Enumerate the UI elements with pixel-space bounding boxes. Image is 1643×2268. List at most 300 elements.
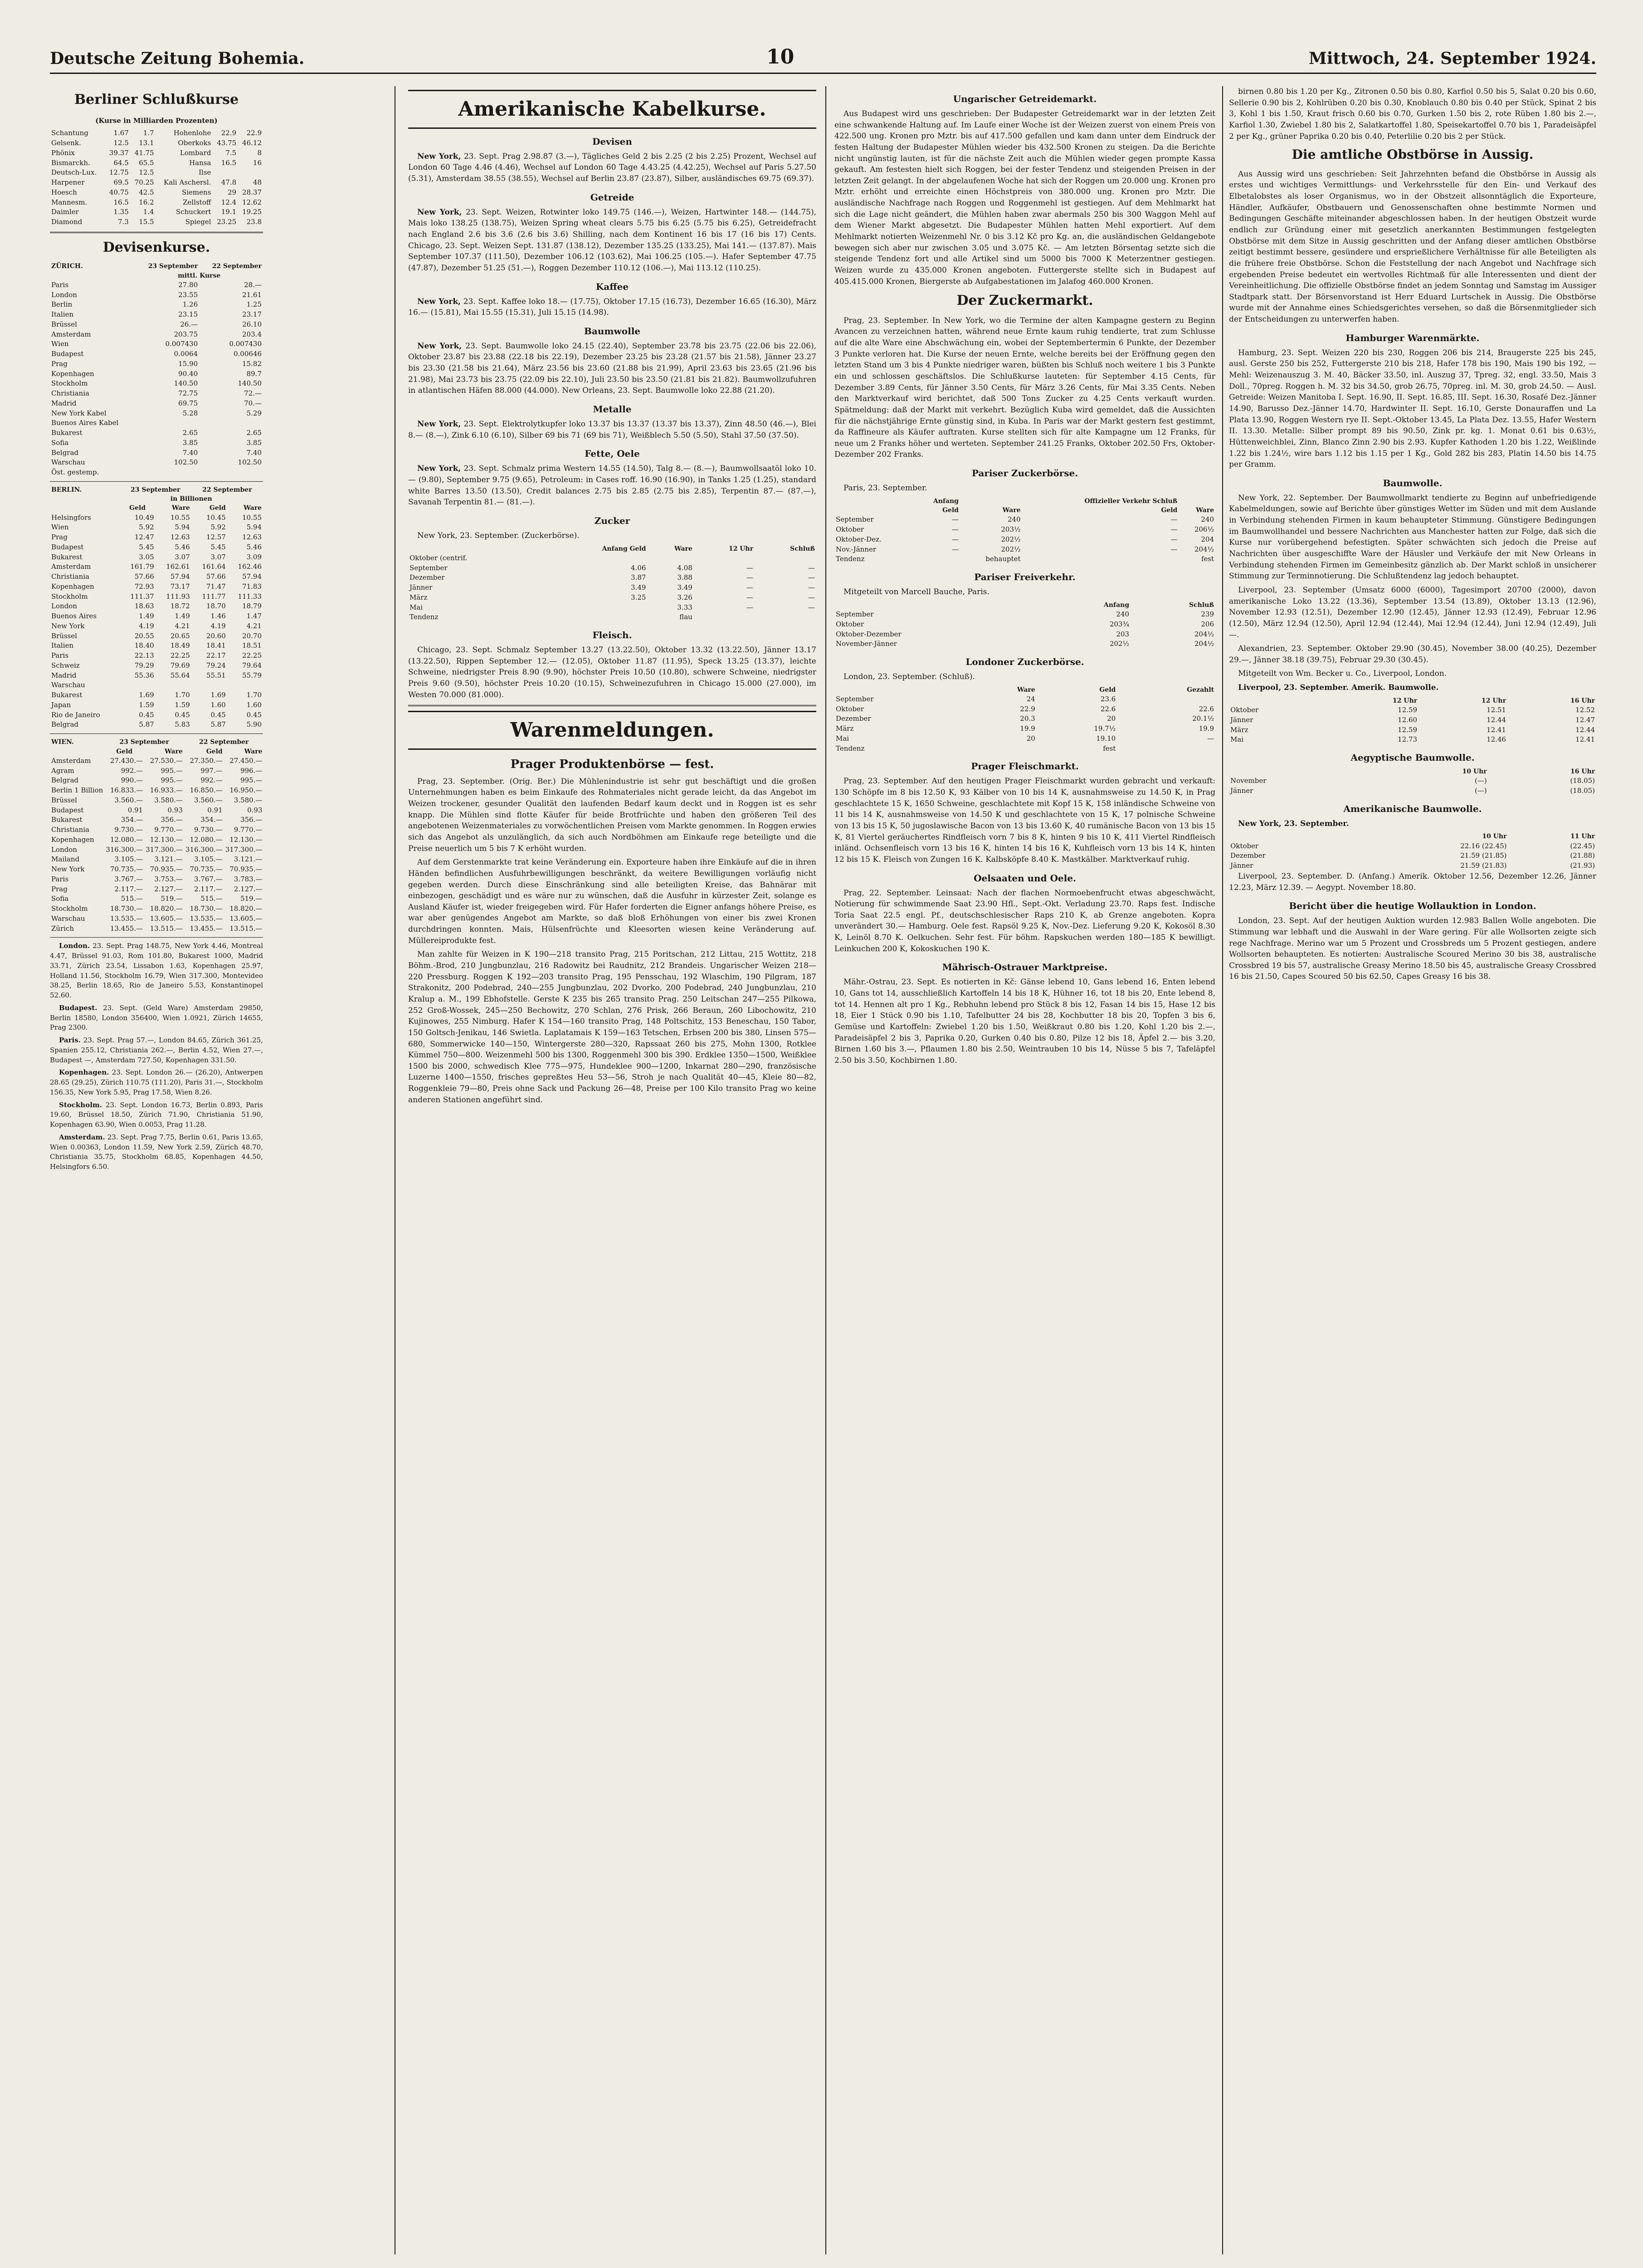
column-header [834, 506, 914, 515]
cell-value: 18.63 [134, 602, 154, 611]
cell-value: 26.— [180, 320, 198, 328]
column-header: Anfang [933, 497, 959, 505]
table-row [50, 631, 263, 641]
table-row [50, 756, 263, 766]
cell-value: 356.— [240, 816, 263, 824]
cell-value: 28.— [244, 280, 262, 289]
cell-value: 13.515.— [150, 924, 183, 933]
cell-value: 5.29 [246, 409, 262, 417]
cell-value: 24 [1026, 694, 1035, 703]
table-row [1229, 725, 1596, 735]
market-text: 23. Sept. Prag 57.—, London 84.65, Zürich 361.25, Spanien 255.12, Christiania 262.—, Berlin 4.52, Wien 27.—, Budapest —, Amsterdam 727.50, Kopenhagen 331.50. [50, 1036, 263, 1064]
cell-value: 102.50 [238, 458, 262, 467]
londoner-zucker-line: London, 23. September. (Schluß). [843, 672, 975, 681]
column-header: Gezahlt [1187, 686, 1214, 694]
cell-value: 12.080.— [190, 835, 223, 844]
berlin-table [50, 128, 263, 227]
row-label: Mai [410, 603, 423, 611]
table-row [50, 582, 263, 592]
aegypt-table [1229, 767, 1596, 796]
cell-value: 12.5 [113, 139, 129, 147]
cell-value: 0.45 [246, 710, 262, 719]
cell-value: 204½ [1194, 640, 1214, 648]
cell-value: 69.75 [178, 399, 198, 407]
cell-value: 70.935.— [229, 865, 263, 874]
table-row [50, 359, 263, 369]
cell-value: 204½ [1194, 630, 1214, 638]
divider [50, 937, 263, 938]
liverpool-head: Mitgeteilt von Wm. Becker u. Co., Liverpool, London. [1238, 669, 1447, 679]
wien-date-1: 23 September [119, 738, 169, 746]
wolle-title: Bericht über die heutige Wollauktion in London. [1289, 900, 1536, 912]
cell-value: 204 [1201, 535, 1214, 543]
table-row [50, 671, 263, 681]
cell-value [191, 680, 227, 690]
cell-value: 5.94 [175, 523, 190, 532]
cell-value: 18.41 [206, 641, 226, 650]
cell-value: Spiegel [185, 218, 211, 226]
cell-value: 18.79 [242, 602, 262, 611]
table-row [50, 904, 263, 914]
table-row [408, 612, 816, 622]
cell-value: 18.72 [170, 602, 190, 611]
cell-value: 22.6 [1100, 704, 1116, 713]
cell-value: 9.730.— [194, 826, 223, 834]
row-label: Oktober-Dez. [836, 535, 882, 543]
cell-value [543, 603, 648, 613]
row-label: März [1230, 725, 1248, 734]
cell-value: 16.5 [221, 158, 237, 167]
row-label: Brüssel [51, 631, 77, 640]
cell-value: 206 [1201, 620, 1214, 628]
cell-value: 5.45 [210, 543, 226, 551]
cell-value: Siemens [181, 188, 211, 196]
table-row [50, 641, 263, 651]
cell-value: 2.117.— [114, 885, 143, 893]
table-row [50, 418, 263, 428]
cell-value: 3.753.— [154, 875, 183, 883]
cell-value: 2.65 [246, 429, 262, 437]
table-row [50, 806, 263, 816]
liverpool-line: Liverpool, 23. September. Amerik. Baumwolle. [1238, 683, 1439, 693]
cell-value: 5.87 [139, 720, 154, 729]
cell-value: 1.4 [143, 208, 154, 216]
row-label: Stockholm [51, 904, 88, 913]
cell-value [1022, 554, 1179, 564]
cell-value: 69.5 [113, 178, 129, 186]
cell-value: 161.64 [202, 562, 226, 571]
table-row [50, 290, 263, 300]
market-report [50, 1133, 263, 1172]
amerik-bw-line: New York, 23. September. [1238, 819, 1349, 828]
cell-value: 1.25 [246, 300, 262, 309]
cell-value: 55.79 [242, 671, 262, 679]
cell-value: (18.05) [1570, 777, 1595, 785]
cell-value: 22.13 [134, 651, 154, 660]
cell-value: 5.46 [246, 543, 262, 551]
table-row [50, 349, 263, 359]
row-label: Tendenz [410, 613, 439, 621]
table-row [50, 207, 263, 217]
market-report [50, 1100, 263, 1130]
cell-value: 72.93 [134, 582, 154, 591]
baumwolle-title: Baumwolle. [1383, 477, 1443, 489]
cell-value: 48 [253, 178, 262, 186]
table-row [834, 535, 1215, 545]
cell-value: — [808, 563, 815, 572]
column-1 [50, 86, 263, 2254]
cell-value: 22.9 [221, 129, 237, 137]
obstboerse-text: Aus Aussig wird uns geschrieben: Seit Jahrzehnten befand die Obstbörse in Aussig als erstes und wichtiges Vermittlungs- und Verkehrsstelle für den Ein- und Verkauf des Elbetalobstes als loser Organismus, wo in der Obstzeit allsonntäglich die Exporteure, Händler, Aufkäufer, Obstbauern und Genossenschaften ohne bestimmte Normen und Bedingungen Geschäfte miteinander abgeschlossen haben. In der heutigen Obstzeit wurde endlich zur Gründung einer mit gesetzlich anerkannten Bestimmungen festgelegten Obstbörse mit dem Sitze in Aussig geschritten und der Anfang dieser amtlichen Obstbörse zeitigt bestimmt bessere, gesündere und ersprießlichere Verhältnisse für alle Beteiligten als die frühere freie Obstbörse. Schon die Feststellung der nach Angebot und Nachfrage sich ergebenden Preise bedeutet ein wertvolles Richtmaß für alle Interessenten und dient der Vereinheitlichung. Die offizielle Obstbörse findet an jedem Sonntag und Samstag im Aussiger Stadtpark statt. Der Börsenvorstand ist Herr Eduard Lurtschek in Aussig. Die Obstbörse wurde mit der Annahme eines Schiedsgerichtes versehen, so daß die Börsenmitglieder sich der Entscheidungen zu unterwerfen haben. [1229, 169, 1596, 324]
cell-value: 995.— [240, 776, 263, 785]
cell-value: 13.605.— [229, 914, 263, 923]
section-head: Metalle [593, 404, 632, 415]
column-header: Geld [1161, 507, 1178, 514]
row-label: Berlin [51, 300, 73, 309]
table-row [834, 610, 1215, 620]
cell-value: — [746, 593, 753, 601]
cell-value: 3.105.— [194, 855, 223, 864]
section-text: 23. Sept. Kaffee loko 18.— (17.75), Oktober 17.15 (16.73), Dezember 16.65 (16.30), März 16.— (15.81), Mai 15.55 (15.31), Juli 15.15 (14.98). [408, 297, 816, 318]
pariser-frei-table [834, 601, 1215, 649]
zurich-date-2: 22 September [212, 263, 262, 270]
cell-value: 18.51 [242, 641, 262, 650]
cell-value: 519.— [161, 894, 183, 903]
cell-value: 3.580.— [154, 796, 183, 804]
row-label: Hoesch [51, 188, 77, 196]
table-row [50, 776, 263, 786]
cell-value: 10.55 [170, 513, 190, 522]
amerik-bw-table [1229, 832, 1596, 871]
cell-value: 3.560.— [194, 796, 223, 804]
cell-value: 996.— [240, 766, 263, 775]
zurich-table [50, 262, 263, 478]
wien-place: WIEN. [51, 738, 74, 746]
cell-value: — [808, 573, 815, 582]
cell-value: 1.46 [210, 612, 226, 621]
cell-value: Ilse [199, 168, 211, 177]
market-report [50, 1068, 263, 1097]
cell-value: 5.87 [210, 720, 226, 729]
row-label: Wien [51, 523, 69, 532]
cell-value: 20.70 [242, 631, 262, 640]
row-label: Paris [51, 875, 69, 883]
cell-value: 111.93 [166, 592, 190, 601]
cell-value: 16.933.— [150, 786, 183, 795]
cell-value: 27.350.— [190, 756, 223, 765]
cell-value: 515.— [121, 894, 143, 903]
cell-value: — [1170, 525, 1178, 534]
cell-value: 13.455.— [110, 924, 143, 933]
cell-value: (—) [1474, 777, 1487, 785]
row-label: Mannesm. [51, 198, 88, 206]
masthead [50, 45, 1596, 74]
column-header: Ware [1196, 507, 1214, 514]
pariser-zucker-line: Paris, 23. September. [843, 484, 927, 493]
section-place: New York, [417, 152, 461, 161]
table-row [50, 533, 263, 543]
cell-value: 4.08 [677, 563, 692, 572]
cell-value: 990.— [121, 776, 143, 785]
cell-value: 10.55 [242, 513, 262, 522]
cell-value: 997.— [200, 766, 223, 775]
cell-value: 992.— [121, 766, 143, 775]
cell-value [968, 744, 1037, 754]
column-header: Ware [1017, 686, 1035, 694]
cell-value: 1.47 [246, 612, 262, 621]
cell-value: 13.1 [139, 139, 154, 147]
row-label: London [51, 845, 77, 854]
row-label: Warschau [51, 914, 85, 923]
cell-value: 90.40 [178, 369, 198, 378]
cell-value [694, 612, 755, 622]
row-label: Sofia [51, 438, 69, 447]
cell-value: 10.49 [134, 513, 154, 522]
cell-value: 3.25 [631, 593, 646, 601]
table-row [50, 138, 263, 148]
market-report [50, 1003, 263, 1033]
cell-value: 2.127.— [154, 885, 183, 893]
cell-value: 1.67 [113, 129, 129, 137]
cell-value: 515.— [200, 894, 223, 903]
cell-value: 356.— [161, 816, 183, 824]
row-label: Dezember [410, 573, 445, 582]
column-4 [1229, 86, 1596, 2254]
cell-value: — [746, 603, 753, 611]
market-text: 23. Sept. Prag 7.75, Berlin 0.61, Paris 13.65, Wien 0.00363, London 11.59, New York 2.59, Zürich 48.70, Christiania 35.75, Stockholm 68.85, Kopenhagen 44.50, Helsingfors 6.50. [50, 1133, 263, 1171]
cell-value: 12.60 [1398, 715, 1417, 724]
cell-value: Hohenlohe [173, 129, 211, 137]
cell-value: 0.0064 [174, 350, 198, 358]
column-header: 16 Uhr [1570, 768, 1595, 775]
cell-value: 23.55 [178, 290, 198, 299]
row-label: New York [51, 865, 85, 874]
table-row [408, 603, 816, 613]
cell-value: Lombard [180, 148, 211, 157]
cell-value: 202½ [1109, 640, 1129, 648]
cell-value: 0.007430 [229, 340, 262, 348]
cell-value: 27.430.— [110, 756, 143, 765]
cell-value: 3.07 [210, 552, 226, 561]
other-markets [50, 941, 263, 1172]
cell-value: behauptet [985, 555, 1021, 563]
page-number: 10 [766, 45, 795, 68]
column-header: Geld [206, 748, 223, 755]
section-head: Devisen [592, 136, 632, 147]
wien-table [50, 738, 263, 934]
zurich-place: ZÜRICH. [51, 263, 83, 270]
market-report [50, 941, 263, 1001]
section-place: New York, [417, 464, 461, 474]
cell-value: — [951, 545, 959, 553]
pariser-frei-head: Pariser Freiverkehr. [974, 572, 1076, 583]
row-label: Zürich [51, 924, 74, 933]
berlin-devisen-date-1: 23 September [130, 486, 180, 494]
cell-value: 3.121.— [154, 855, 183, 864]
column-header: Anfang Geld [602, 545, 646, 552]
cell-value: 18.70 [206, 602, 226, 611]
table-row [834, 694, 1215, 704]
row-label: September [836, 610, 874, 618]
cell-value: fest [1201, 555, 1214, 563]
cell-value: 140.50 [174, 379, 198, 388]
market-text: 23. Sept. Prag 148.75, New York 4.46, Montreal 4.47, Brüssel 91.03, Rom 101.80, Bukarest 1000, Madrid 33.71, Zürich 23.54, Lissabon 1.63, Kopenhagen 25.97, Holland 11.56, Stockholm 16.79, Wien 317.300, Montevideo 38.25, Berlin 18.65, Rio de Janeiro 5.53, Konstantinopel 52.60. [50, 942, 263, 1000]
row-label: Schantung [51, 129, 88, 137]
cell-value: 12.73 [1398, 735, 1417, 744]
cell-value: 13.605.— [150, 914, 183, 923]
cell-value: 4.21 [175, 621, 190, 630]
cell-value: 71.47 [206, 582, 226, 591]
cell-value [1117, 744, 1215, 754]
row-label: Italien [51, 641, 74, 650]
table-row [834, 704, 1215, 714]
table-row [50, 815, 263, 825]
section-paragraph [408, 341, 816, 396]
table-row [50, 572, 263, 582]
row-label: Paris [51, 280, 69, 289]
cell-value [543, 612, 648, 622]
section-paragraph [408, 463, 816, 508]
cell-value: 162.61 [166, 562, 190, 571]
pariser-zucker-head: Pariser Zuckerbörse. [971, 468, 1078, 479]
row-label: Bukarest [51, 429, 83, 437]
row-label: Bukarest [51, 691, 83, 699]
row-label: März [410, 593, 428, 601]
cell-value: 12.57 [206, 533, 226, 542]
cell-value: 20 [1107, 714, 1116, 723]
cell-value: 57.66 [206, 572, 226, 581]
newspaper-name: Deutsche Zeitung Bohemia. [50, 49, 305, 68]
cell-value: 0.45 [210, 710, 226, 719]
cell-value: 18.730.— [110, 904, 143, 913]
cell-value: 12.52 [1575, 706, 1595, 714]
cell-value: 1.70 [175, 691, 190, 699]
cell-value: 9.770.— [234, 826, 263, 834]
row-label: Daimler [51, 208, 79, 216]
table-row [408, 583, 816, 593]
cell-value: Oberkoks [178, 139, 211, 147]
cell-value: 57.94 [170, 572, 190, 581]
kabel-sections [408, 135, 816, 508]
row-label: Oktober [836, 704, 864, 713]
table-row [1229, 861, 1596, 871]
cell-value: 1.60 [246, 700, 262, 709]
cell-value: 12.4 [221, 198, 237, 206]
column-3 [834, 86, 1215, 2254]
table-row [1229, 735, 1596, 745]
table-row [50, 513, 263, 523]
cell-value: 0.00646 [233, 350, 262, 358]
cell-value: 203¾ [1109, 620, 1129, 628]
table-row [50, 128, 263, 138]
cell-value: 23.15 [178, 310, 198, 319]
row-label: Tendenz [836, 555, 865, 563]
market-place: London. [59, 942, 90, 950]
table-row [50, 894, 263, 904]
column-rule [825, 86, 826, 2254]
zurich-date-1: 23 September [148, 263, 198, 270]
cell-value: — [808, 593, 815, 601]
cell-value: 22.25 [242, 651, 262, 660]
cell-value: 13.515.— [229, 924, 263, 933]
cell-value: 1.49 [175, 612, 190, 621]
row-label: Oktober [1230, 841, 1259, 850]
table-row [834, 515, 1215, 525]
cell-value: 70.— [244, 399, 262, 407]
row-label: Mai [1230, 735, 1244, 744]
row-label: Mailand [51, 855, 80, 864]
table-row [1229, 776, 1596, 786]
cell-value: 1.69 [210, 691, 226, 699]
cell-value: 111.33 [238, 592, 262, 601]
cell-value [120, 680, 156, 690]
cell-value: 161.79 [130, 562, 154, 571]
cell-value: Hansa [189, 158, 211, 167]
table-row [50, 178, 263, 188]
cell-value: 12.130.— [150, 835, 183, 844]
cell-value: 70.935.— [150, 865, 183, 874]
column-header [834, 685, 968, 694]
section-place: New York, [417, 341, 462, 351]
cell-value: Schuckert [176, 208, 211, 216]
row-label: Agram [51, 766, 74, 775]
cell-value: 12.62 [242, 198, 262, 206]
row-label: September [410, 563, 448, 572]
cell-value: 3.49 [677, 583, 692, 592]
row-label: Paris [51, 651, 69, 660]
cell-value: 239 [1201, 610, 1214, 618]
cell-value: 18.40 [134, 641, 154, 650]
table-row [50, 458, 263, 468]
cell-value: 0.93 [167, 806, 183, 814]
table-row [50, 300, 263, 310]
row-label: Deutsch-Lux. [51, 168, 97, 177]
cell-value: 3.05 [139, 552, 154, 561]
table-row [50, 865, 263, 875]
cell-value: 16.2 [139, 198, 154, 206]
cell-value: 3.767.— [114, 875, 143, 883]
cell-value: 4.19 [139, 621, 154, 630]
aegypt-title: Aegyptische Baumwolle. [1350, 752, 1475, 763]
cell-value: 3.121.— [234, 855, 263, 864]
kabel-title: Amerikanische Kabelkurse. [408, 90, 816, 129]
cell-value: 16.850.— [190, 786, 223, 795]
row-label: Nov.-Jänner [836, 545, 877, 553]
cell-value: 1.60 [210, 700, 226, 709]
cell-value: 4.21 [246, 621, 262, 630]
table-row [50, 914, 263, 924]
cell-value: (22.45) [1570, 841, 1595, 850]
row-label: Sofia [51, 894, 69, 903]
cell-value: 79.69 [170, 661, 190, 670]
table-row [50, 885, 263, 894]
cell-value: — [1170, 545, 1178, 553]
column-header: Ware [674, 545, 692, 552]
cell-value: 39.37 [109, 148, 129, 157]
getreidemarkt-text: Aus Budapest wird uns geschrieben: Der Budapester Getreidemarkt war in der letzten Zeit eine schwankende Haltung auf. Im Laufe einer Woche ist der Weizen zuerst von einem Preis von 422.500 ung. Kronen pro Mztr. bis auf 417.500 gefallen und kam dann unter dem Eindruck der festen Haltung der Budapester Mühlen wieder bis 432.500 Kronen zu steigen. Da die Berichte nicht ungünstig lauten, ist für die nächste Zeit auch die Mühlen wieder gegen prompte Kassa gekauft. Am festesten hielt sich Roggen, bei der fester Tendenz und steigenden Preisen in der letzten Zeit gelangt. In der abgelaufenen Woche hat sich der Roggen um 20.000 ung. Kronen pro Mztr. erhöht und erreichte einen Höchstpreis von 380.000 ung. Kronen pro Mztr. Die ausländische Nachfrage nach Roggen und Roggenmehl ist gestiegen. Auf dem Mehlmarkt hat sich die Lage nicht geändert, die Mühlen haben zwar abermals 250 bis 300 Waggon Mehl auf dem Wiener Markt abgesetzt. Die Budapester Mühlen hatten Mehl exportiert. Auf dem Mehlmarkt notierten Weizenmehl Nr. 0 bis 3.12 Kč pro Kg. an, die ausländischen Geldangebote bewegen sich aber nur zwischen 3.05 und 3.075 Kč. — Am letzten Börsentag setzte sich die steigende Tendenz fort und alle Artikel sind um 5000 bis 7000 K Meterzentner gestiegen. Weizen wurde zu 435.000 Kronen angeboten. Futtergerste stellte sich in Budapest auf 405.415.000 Kronen, Biergerste ab Aufgabestationen im Jalafog 460.000 Kronen. [834, 109, 1215, 286]
cell-value: 1.49 [139, 612, 154, 621]
cell-value: 0.45 [175, 710, 190, 719]
cell-value: 43.75 [217, 139, 237, 147]
cell-value: 70.735.— [190, 865, 223, 874]
paragraph: Prag, 23. September. (Orig. Ber.) Die Mühlenindustrie ist sehr gut beschäftigt und die großen Unternehmungen haben es beim Einkaufe des Rohmateriales nicht gerade leicht, da das Angebot im Weizen trockener, gesunder Qualität den laufenden Bedarf kaum deckt und in Roggen ist es sehr knapp. Die Mühlen sind flotte Käufer für beide Brotfrüchte und haben den größeren Teil des angebotenen Weizenmateriales zu vorwöchentlichen Preisen vom Markte genommen. In Roggen erwies sich das Angebot als unzulänglich, da sich auch Nordböhmen am Einkaufe rege beteiligte und die Preise neuerlich um 5 bis 7 K erhöht wurden. [408, 777, 816, 853]
market-report [50, 1036, 263, 1065]
column-header: Ware [171, 504, 190, 512]
cell-value: 22.16 (22.45) [1460, 841, 1507, 850]
cell-value: 13.535.— [190, 914, 223, 923]
cell-value: — [1170, 535, 1178, 543]
cell-value: (21.93) [1570, 861, 1595, 870]
